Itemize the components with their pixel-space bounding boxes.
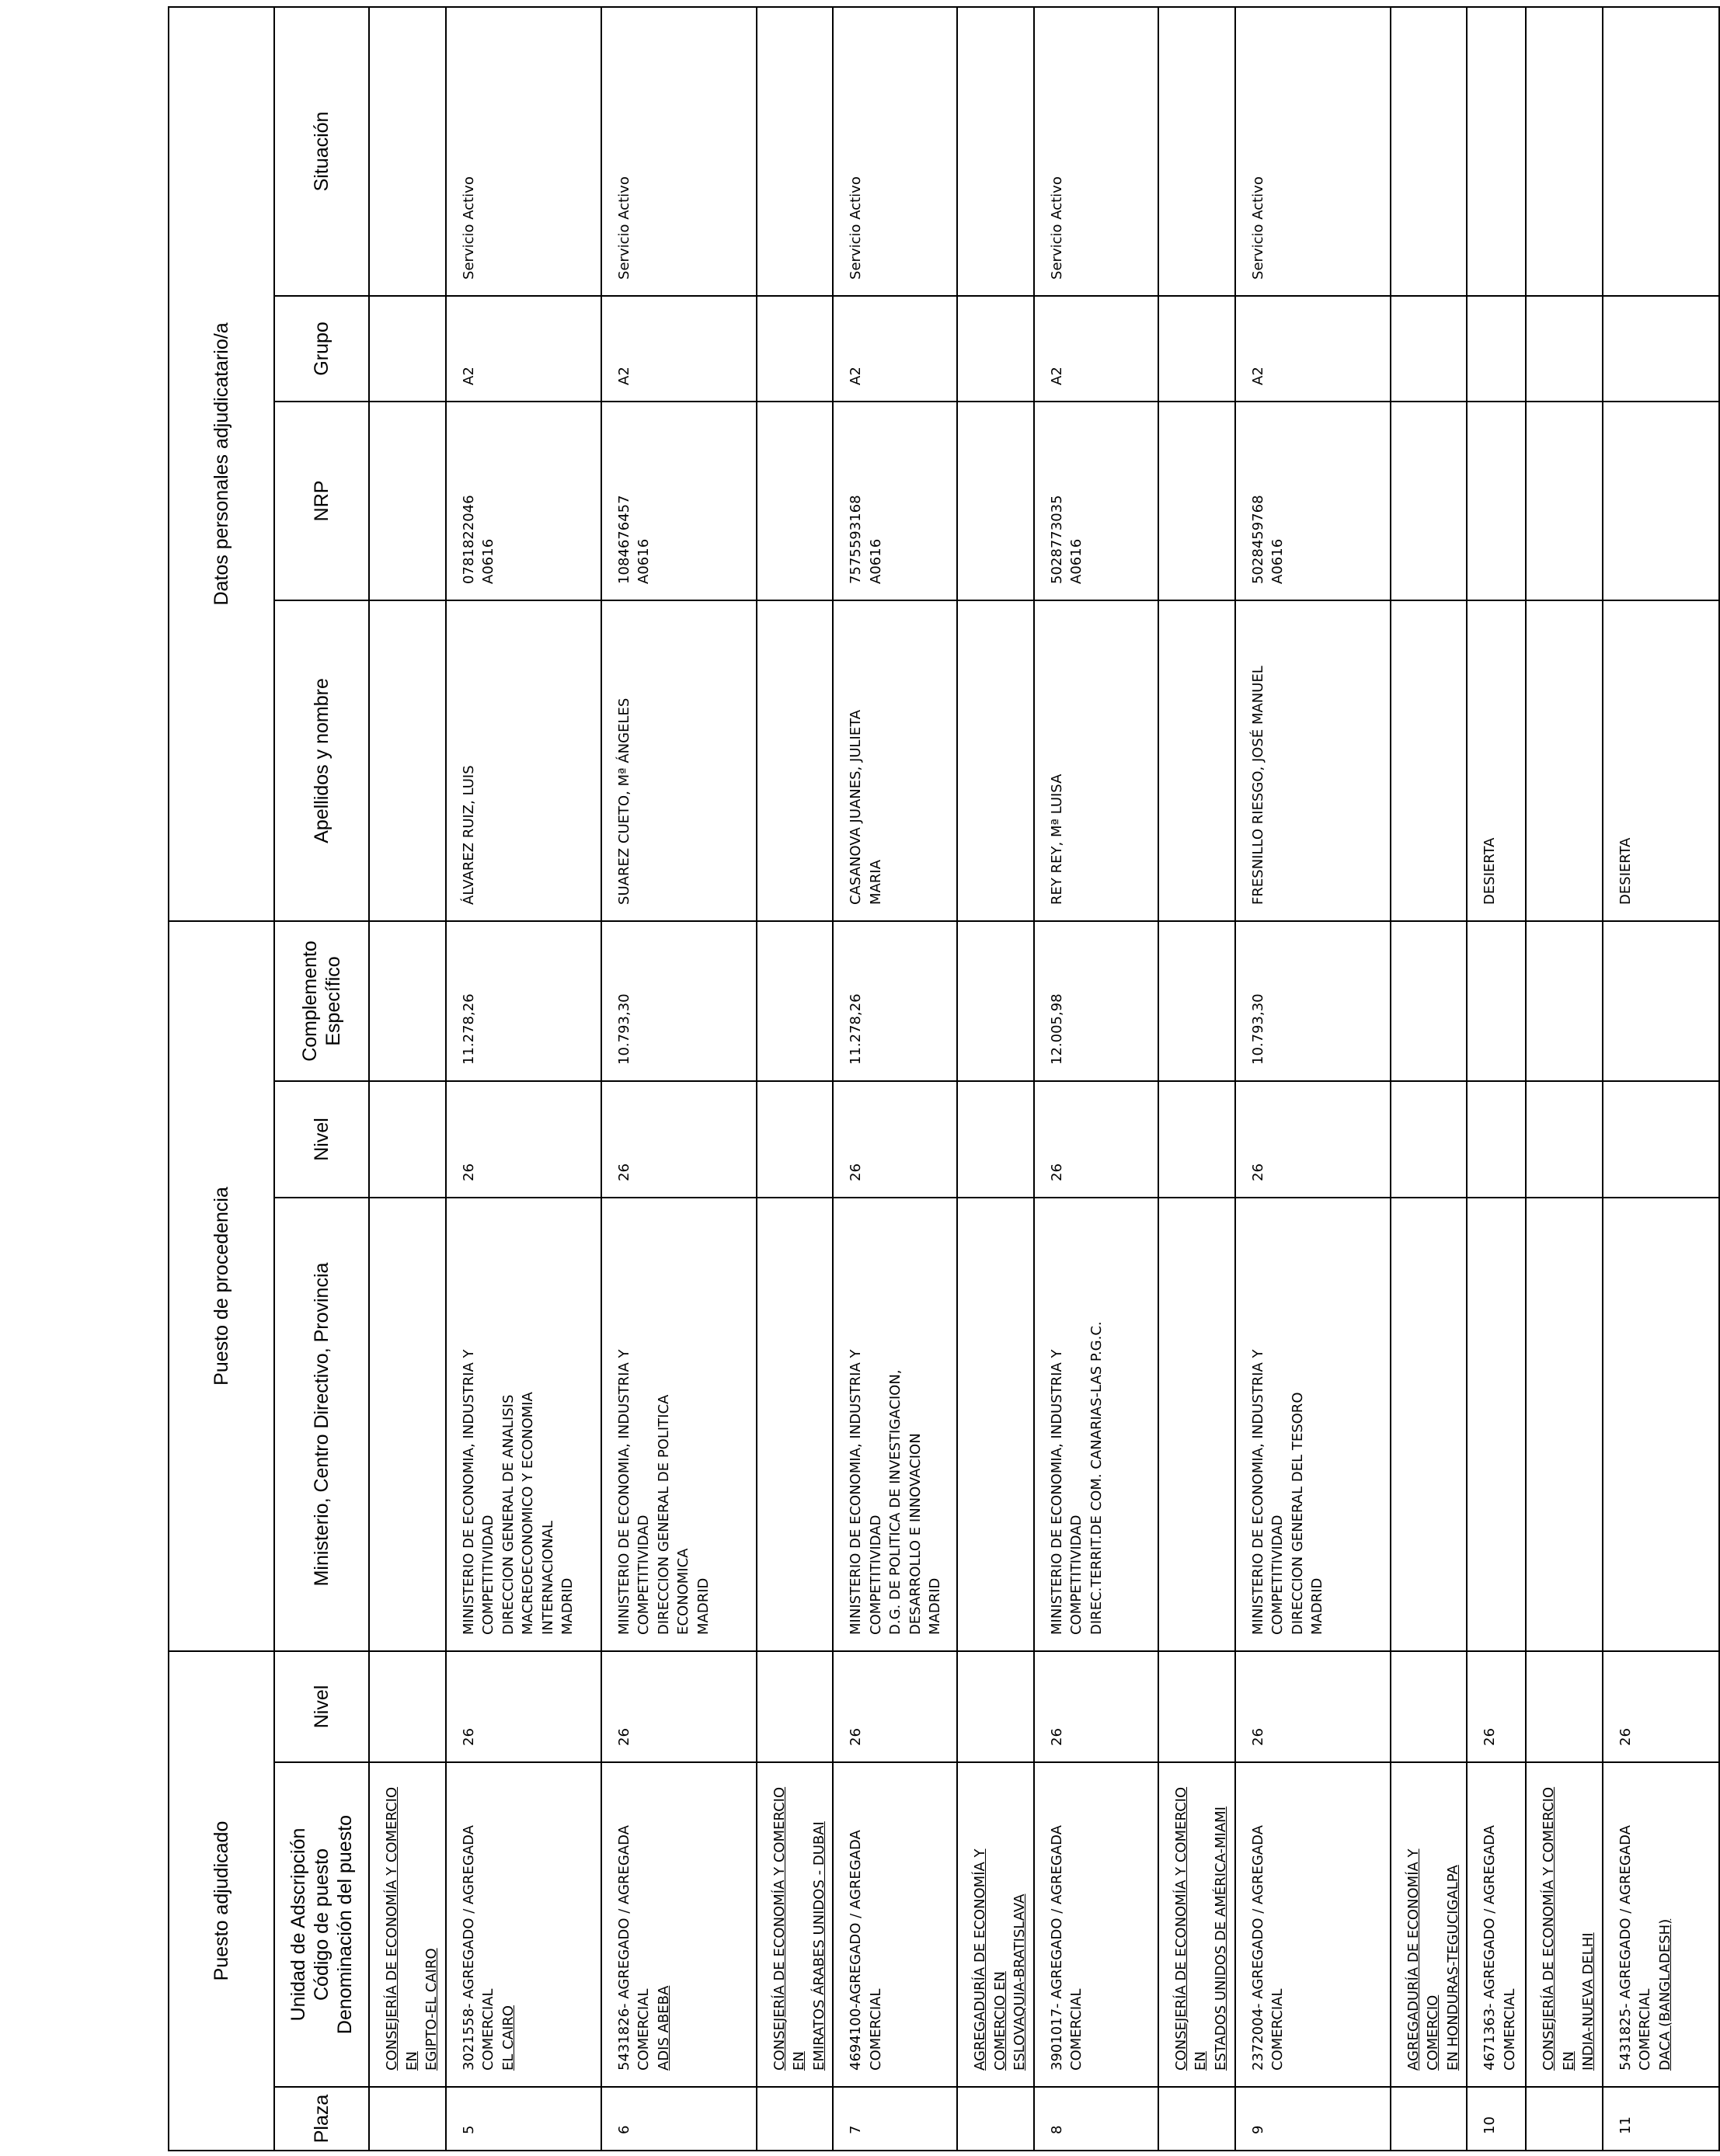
complemento-cell [1034, 921, 1158, 1081]
procedencia-text: COMPETITIVIDAD [1068, 1514, 1085, 1635]
complemento-cell [1467, 921, 1526, 1081]
empty-cell [757, 1081, 834, 1198]
nrp-text: 1084676457 [615, 495, 632, 584]
plaza-cell [833, 2087, 957, 2151]
table-row [601, 7, 757, 2151]
complemento-cell [1603, 921, 1719, 1081]
nombre-text: REY REY, Mª LUISA [1048, 774, 1065, 905]
nrp-text: A0616 [635, 538, 653, 584]
unit-name: CONSEJERÍA DE ECONOMÍA Y COMERCIO EN [771, 1786, 808, 2071]
grupo-cell [446, 296, 601, 402]
puesto-cell [601, 1762, 757, 2087]
puesto-text: COMERCIAL [1269, 1988, 1287, 2071]
nombre-text: ÁLVAREZ RUIZ, LUIS [460, 765, 477, 905]
empty-cell [369, 1198, 446, 1651]
unit-name: CONSEJERÍA DE ECONOMÍA Y COMERCIO EN [1541, 1786, 1577, 2071]
nombre-text: DESIERTA [1481, 837, 1499, 905]
nrp-text: 0781822046 [460, 495, 477, 584]
unit-name: EN HONDURAS-TEGUCIGALPA [1444, 1865, 1461, 2071]
situacion-value: Servicio Activo [1048, 176, 1065, 280]
nrp-text: 5028773035 [1048, 495, 1065, 584]
empty-cell [957, 7, 1034, 296]
puesto-text: 3901017- AGREGADO / AGREGADA [1048, 1825, 1065, 2071]
puesto-text: COMERCIAL [1068, 1988, 1085, 2071]
procedencia-text: ECONOMICA [675, 1548, 692, 1635]
grupo-cell [601, 296, 757, 402]
nivel-value: 26 [1481, 1728, 1499, 1746]
puesto-ciudad: EL CAIRO [500, 2005, 517, 2071]
complemento-value: 12.005,98 [1048, 993, 1065, 1065]
puesto-text: COMERCIAL [1637, 1988, 1654, 2071]
plaza-cell [1034, 2087, 1158, 2151]
table-row [1235, 7, 1391, 2151]
procedencia-text: MADRID [695, 1577, 712, 1635]
puesto-text: 3021558- AGREGADO / AGREGADA [460, 1825, 477, 2071]
col-header-nivel-procedencia: Nivel [274, 1081, 369, 1198]
nivel-adjudicado-cell [833, 1651, 957, 1762]
puesto-cell [1034, 1762, 1158, 2087]
complemento-cell [833, 921, 957, 1081]
nivel-procedencia-cell [833, 1081, 957, 1198]
table-row [1467, 7, 1526, 2151]
col-header-ministerio: Ministerio, Centro Directivo, Provincia [274, 1198, 369, 1651]
nombre-cell [446, 600, 601, 921]
complemento-value: 11.278,26 [848, 993, 865, 1065]
plaza-number: 5 [460, 2125, 477, 2134]
empty-cell [1526, 921, 1603, 1081]
plaza-cell [1526, 2087, 1603, 2151]
col-header-complemento-line: Específico [322, 956, 344, 1046]
puesto-ciudad: ADIS ABEBA [655, 1985, 672, 2071]
puesto-cell [833, 1762, 957, 2087]
empty-cell [369, 402, 446, 600]
empty-cell [369, 921, 446, 1081]
puesto-text: COMERCIAL [635, 1988, 653, 2071]
puesto-cell [1603, 1762, 1719, 2087]
nivel-adjudicado-cell [601, 1651, 757, 1762]
situacion-cell [601, 7, 757, 296]
empty-cell [957, 402, 1034, 600]
puesto-text: COMERCIAL [1501, 1988, 1518, 2071]
col-header-complemento-line: Complemento [299, 941, 321, 1062]
unit-cell [1391, 1762, 1468, 2087]
plaza-cell [601, 2087, 757, 2151]
unit-row [1391, 7, 1468, 2151]
complemento-value: 10.793,30 [1249, 993, 1266, 1065]
empty-cell [1526, 1651, 1603, 1762]
nivel-value: 26 [848, 1728, 865, 1746]
plaza-number: 9 [1249, 2125, 1266, 2134]
procedencia-text: COMPETITIVIDAD [1269, 1514, 1287, 1635]
complemento-cell [601, 921, 757, 1081]
empty-cell [369, 1651, 446, 1762]
nombre-text: MARIA [867, 859, 884, 905]
nivel-adjudicado-cell [446, 1651, 601, 1762]
procedencia-cell [1603, 1198, 1719, 1651]
col-header-complemento [274, 921, 369, 1081]
nivel-value: 26 [1617, 1728, 1634, 1746]
puesto-cell [1235, 1762, 1391, 2087]
procedencia-cell [1034, 1198, 1158, 1651]
empty-cell [1158, 600, 1235, 921]
empty-cell [1158, 296, 1235, 402]
puesto-text: 5431825- AGREGADO / AGREGADA [1617, 1825, 1634, 2071]
col-header-nrp: NRP [274, 402, 369, 600]
grupo-value: A2 [1048, 367, 1065, 385]
nivel-procedencia-cell [1603, 1081, 1719, 1198]
nivel-value: 26 [1048, 1728, 1065, 1746]
complemento-value: 11.278,26 [460, 993, 477, 1065]
unit-name: CONSEJERÍA DE ECONOMÍA Y COMERCIO EN [1172, 1786, 1210, 2071]
procedencia-text: D.G. DE POLITICA DE INVESTIGACION, [887, 1369, 904, 1635]
col-header-situacion: Situación [274, 7, 369, 296]
procedencia-text: COMPETITIVIDAD [480, 1514, 497, 1635]
rotated-page [168, 8, 1673, 2151]
empty-cell [1158, 921, 1235, 1081]
unit-row [1526, 7, 1603, 2151]
nivel-procedencia-cell [601, 1081, 757, 1198]
procedencia-cell [1467, 1198, 1526, 1651]
procedencia-cell [446, 1198, 601, 1651]
nivel-value: 26 [460, 1728, 477, 1746]
nombre-text: CASANOVA JUANES, JULIETA [848, 709, 865, 905]
nivel-value: 26 [460, 1163, 477, 1181]
unit-name: AGREGADURÍA DE ECONOMÍA Y COMERCIO [1405, 1848, 1442, 2071]
plaza-cell [1158, 2087, 1235, 2151]
situacion-value: Servicio Activo [460, 176, 477, 280]
procedencia-text: DESARROLLO E INNOVACION [907, 1433, 924, 1635]
empty-cell [757, 1198, 834, 1651]
nombre-text: FRESNILLO RIESGO, JOSÉ MANUEL [1249, 666, 1266, 905]
empty-cell [1391, 1198, 1468, 1651]
puesto-cell [446, 1762, 601, 2087]
complemento-value: 10.793,30 [615, 993, 632, 1065]
complemento-cell [446, 921, 601, 1081]
empty-cell [369, 7, 446, 296]
grupo-cell [833, 296, 957, 402]
empty-cell [1158, 1651, 1235, 1762]
grupo-value: A2 [615, 367, 632, 385]
empty-cell [369, 1081, 446, 1198]
procedencia-text: DIRECCION GENERAL DE POLITICA [655, 1394, 672, 1635]
nivel-value: 26 [1249, 1163, 1266, 1181]
procedencia-text: MADRID [1309, 1577, 1326, 1635]
complemento-cell [1235, 921, 1391, 1081]
plaza-cell [757, 2087, 834, 2151]
nrp-cell [1467, 402, 1526, 600]
nivel-adjudicado-cell [1467, 1651, 1526, 1762]
nombre-cell [1603, 600, 1719, 921]
unit-name: EGIPTO-EL CAIRO [423, 1948, 440, 2071]
empty-cell [757, 7, 834, 296]
empty-cell [957, 1198, 1034, 1651]
nrp-text: 7575593168 [848, 495, 865, 584]
empty-cell [1526, 600, 1603, 921]
empty-cell [1526, 1081, 1603, 1198]
empty-cell [1391, 1651, 1468, 1762]
group-header-puesto-procedencia: Puesto de procedencia [169, 921, 274, 1651]
col-header-nivel-adjudicado: Nivel [274, 1651, 369, 1762]
empty-cell [1391, 1081, 1468, 1198]
nivel-procedencia-cell [1034, 1081, 1158, 1198]
unit-row [369, 7, 446, 2151]
nivel-procedencia-cell [446, 1081, 601, 1198]
nivel-adjudicado-cell [1603, 1651, 1719, 1762]
empty-cell [957, 296, 1034, 402]
puesto-text: 4671363- AGREGADO / AGREGADA [1481, 1825, 1499, 2071]
procedencia-text: MINISTERIO DE ECONOMIA, INDUSTRIA Y [460, 1349, 477, 1635]
procedencia-text: MINISTERIO DE ECONOMIA, INDUSTRIA Y [1048, 1349, 1065, 1635]
plaza-cell [1391, 2087, 1468, 2151]
situacion-value: Servicio Activo [1249, 176, 1266, 280]
empty-cell [757, 296, 834, 402]
grupo-cell [1467, 296, 1526, 402]
group-header-datos-personales: Datos personales adjudicatario/a [169, 7, 274, 921]
plaza-cell [369, 2087, 446, 2151]
nrp-cell [1235, 402, 1391, 600]
empty-cell [757, 402, 834, 600]
empty-cell [757, 600, 834, 921]
procedencia-text: DIRECCION GENERAL DE ANALISIS [500, 1394, 517, 1635]
plaza-number: 8 [1048, 2125, 1065, 2134]
empty-cell [957, 600, 1034, 921]
col-header-unidad-line: Código de puesto [311, 1848, 333, 2001]
procedencia-text: DIRECCION GENERAL DEL TESORO [1289, 1392, 1306, 1635]
nivel-value: 26 [615, 1163, 632, 1181]
procedencia-text: COMPETITIVIDAD [867, 1514, 884, 1635]
situacion-cell [833, 7, 957, 296]
situacion-cell [1603, 7, 1719, 296]
plaza-cell [957, 2087, 1034, 2151]
col-header-plaza: Plaza [274, 2087, 369, 2151]
nivel-procedencia-cell [1467, 1081, 1526, 1198]
empty-cell [1158, 1198, 1235, 1651]
puesto-ciudad: DACA (BANGLADESH) [1656, 1918, 1673, 2071]
empty-cell [1391, 921, 1468, 1081]
nombre-cell [1034, 600, 1158, 921]
col-header-apellidos: Apellidos y nombre [274, 600, 369, 921]
empty-cell [369, 600, 446, 921]
plaza-cell [1467, 2087, 1526, 2151]
nrp-cell [446, 402, 601, 600]
procedencia-text: MINISTERIO DE ECONOMIA, INDUSTRIA Y [615, 1349, 632, 1635]
unit-cell [757, 1762, 834, 2087]
unit-cell [1526, 1762, 1603, 2087]
nrp-text: A0616 [1269, 538, 1287, 584]
situacion-value: Servicio Activo [615, 176, 632, 280]
unit-cell [1158, 1762, 1235, 2087]
nrp-cell [833, 402, 957, 600]
nrp-cell [601, 402, 757, 600]
unit-cell [369, 1762, 446, 2087]
puesto-text: 2372004- AGREGADO / AGREGADA [1249, 1825, 1266, 2071]
unit-name: CONSEJERÍA DE ECONOMÍA Y COMERCIO EN [384, 1786, 420, 2071]
procedencia-text: MINISTERIO DE ECONOMIA, INDUSTRIA Y [848, 1349, 865, 1635]
unit-name: ESTADOS UNIDOS DE AMÉRICA-MIAMI [1213, 1807, 1230, 2071]
plaza-number: 10 [1481, 2116, 1499, 2134]
empty-cell [369, 296, 446, 402]
table-row [833, 7, 957, 2151]
empty-cell [757, 1651, 834, 1762]
nrp-cell [1034, 402, 1158, 600]
table-body [369, 7, 1719, 2151]
procedencia-text: MINISTERIO DE ECONOMIA, INDUSTRIA Y [1249, 1349, 1266, 1635]
situacion-cell [1467, 7, 1526, 296]
nombre-cell [1235, 600, 1391, 921]
unit-row [957, 7, 1034, 2151]
unit-cell [957, 1762, 1034, 2087]
nombre-cell [601, 600, 757, 921]
procedencia-cell [1235, 1198, 1391, 1651]
nivel-adjudicado-cell [1034, 1651, 1158, 1762]
unit-row [757, 7, 834, 2151]
empty-cell [1391, 296, 1468, 402]
grupo-cell [1034, 296, 1158, 402]
empty-cell [1391, 7, 1468, 296]
col-header-grupo: Grupo [274, 296, 369, 402]
empty-cell [1158, 7, 1235, 296]
plaza-cell [1235, 2087, 1391, 2151]
nrp-text: A0616 [480, 538, 497, 584]
procedencia-text: DIREC.TERRIT.DE COM. CANARIAS-LAS P.G.C. [1088, 1321, 1105, 1635]
puesto-text: COMERCIAL [480, 1988, 497, 2071]
unit-name: ESLOVAQUIA-BRATISLAVA [1011, 1893, 1029, 2071]
nivel-value: 26 [615, 1728, 632, 1746]
nrp-text: A0616 [867, 538, 884, 584]
situacion-cell [446, 7, 601, 296]
empty-cell [1158, 402, 1235, 600]
table-row [446, 7, 601, 2151]
empty-cell [957, 1081, 1034, 1198]
unit-row [1158, 7, 1235, 2151]
nivel-value: 26 [848, 1163, 865, 1181]
nivel-procedencia-cell [1235, 1081, 1391, 1198]
nombre-text: DESIERTA [1617, 837, 1634, 905]
unit-name: EMIRATOS ÁRABES UNIDOS - DUBAI [810, 1821, 827, 2071]
nrp-text: 5028459768 [1249, 495, 1266, 584]
procedencia-cell [833, 1198, 957, 1651]
grupo-value: A2 [460, 367, 477, 385]
empty-cell [757, 921, 834, 1081]
nrp-cell [1603, 402, 1719, 600]
adjudication-table [168, 6, 1720, 2151]
situacion-cell [1034, 7, 1158, 296]
empty-cell [957, 1651, 1034, 1762]
empty-cell [1391, 402, 1468, 600]
plaza-cell [446, 2087, 601, 2151]
col-header-unidad-line: Unidad de Adscripción [287, 1827, 309, 2022]
empty-cell [1526, 7, 1603, 296]
nombre-cell [833, 600, 957, 921]
table-row [1603, 7, 1719, 2151]
grupo-cell [1235, 296, 1391, 402]
nrp-text: A0616 [1068, 538, 1085, 584]
unit-name: INDIA-NUEVA DELHI [1580, 1932, 1597, 2071]
table-row [1034, 7, 1158, 2151]
nombre-text: SUAREZ CUETO, Mª ÁNGELES [615, 697, 632, 905]
situacion-cell [1235, 7, 1391, 296]
empty-cell [1526, 402, 1603, 600]
empty-cell [1158, 1081, 1235, 1198]
col-header-unidad-line: Denominación del puesto [334, 1814, 356, 2035]
puesto-cell [1467, 1762, 1526, 2087]
procedencia-text: INTERNACIONAL [539, 1521, 556, 1635]
empty-cell [1391, 600, 1468, 921]
unit-name: AGREGADURÍA DE ECONOMÍA Y COMERCIO EN [972, 1848, 1008, 2071]
procedencia-text: COMPETITIVIDAD [635, 1514, 653, 1635]
empty-cell [1526, 1198, 1603, 1651]
plaza-cell [1603, 2087, 1719, 2151]
puesto-text: 5431826- AGREGADO / AGREGADA [615, 1825, 632, 2071]
nivel-value: 26 [1249, 1728, 1266, 1746]
plaza-number: 6 [615, 2125, 632, 2134]
plaza-number: 7 [848, 2125, 865, 2134]
empty-cell [957, 921, 1034, 1081]
procedencia-text: MADRID [559, 1577, 576, 1635]
grupo-value: A2 [848, 367, 865, 385]
col-header-unidad [274, 1762, 369, 2087]
nivel-value: 26 [1048, 1163, 1065, 1181]
procedencia-text: MACREOECONOMICO Y ECONOMIA [520, 1392, 537, 1635]
nivel-adjudicado-cell [1235, 1651, 1391, 1762]
nombre-cell [1467, 600, 1526, 921]
group-header-puesto-adjudicado: Puesto adjudicado [169, 1651, 274, 2151]
situacion-value: Servicio Activo [848, 176, 865, 280]
empty-cell [1526, 296, 1603, 402]
plaza-number: 11 [1617, 2116, 1634, 2134]
procedencia-cell [601, 1198, 757, 1651]
puesto-text: 4694100-AGREGADO / AGREGADA COMERCIAL [848, 1830, 884, 2071]
grupo-value: A2 [1249, 367, 1266, 385]
procedencia-text: MADRID [927, 1577, 944, 1635]
grupo-cell [1603, 296, 1719, 402]
